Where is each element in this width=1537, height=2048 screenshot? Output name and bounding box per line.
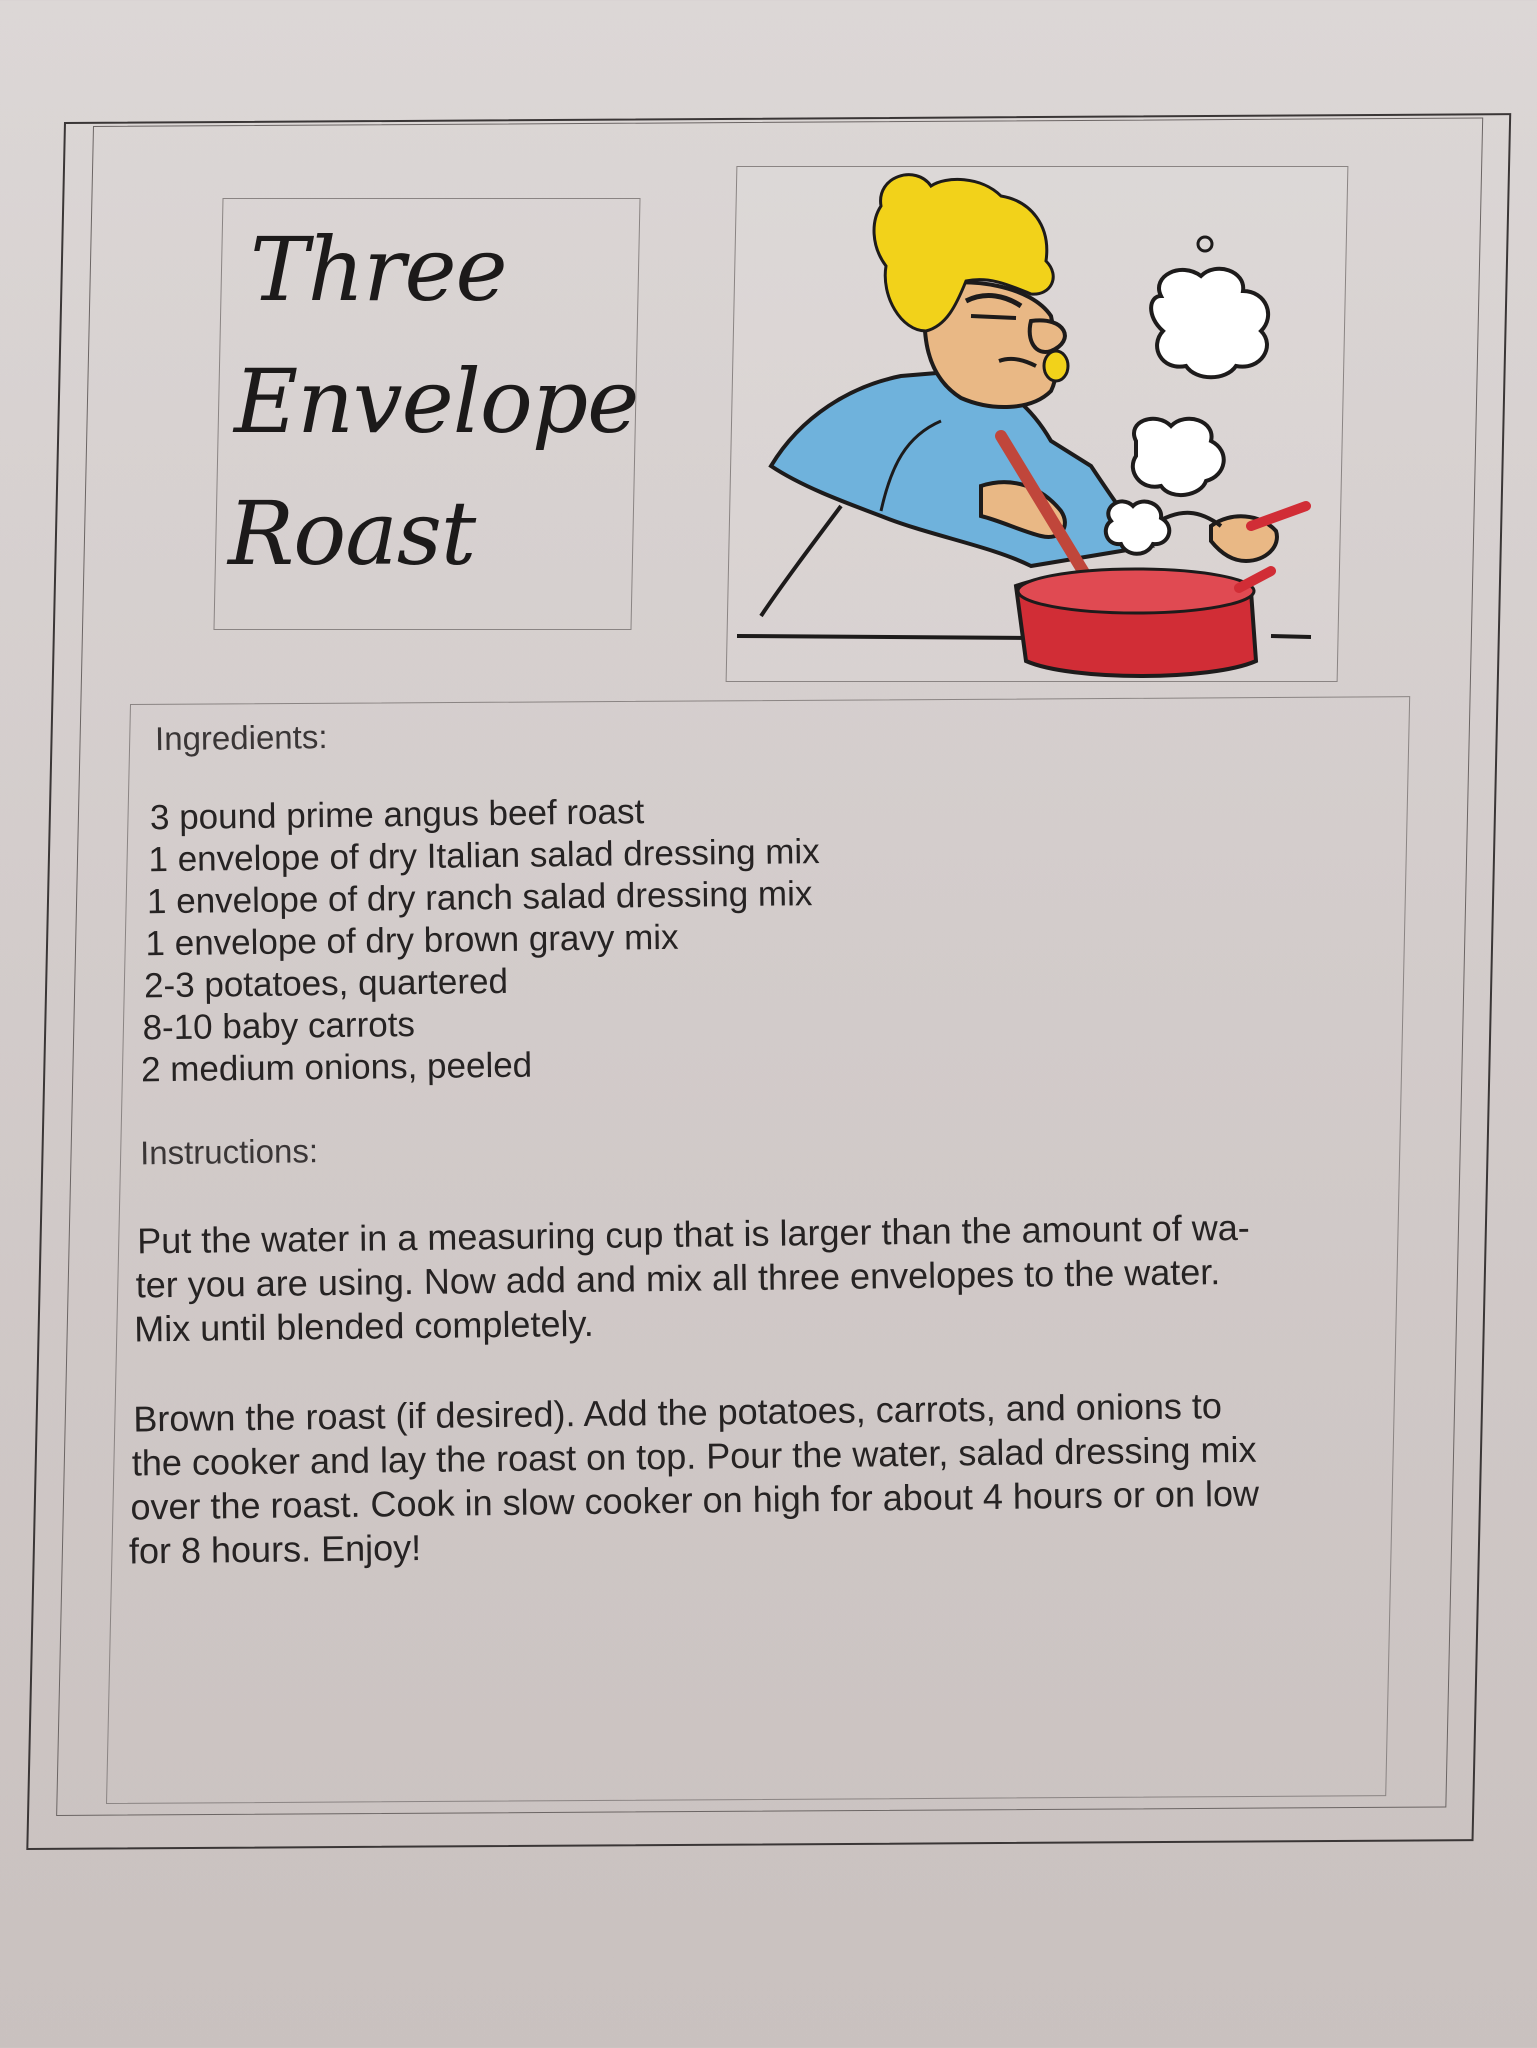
instruction-line: for 8 hours. Enjoy! <box>128 1526 422 1572</box>
ingredient-item: 3 pound prime angus beef roast <box>149 792 645 838</box>
ingredient-item: 2 medium onions, peeled <box>140 1045 533 1090</box>
ingredient-item: 1 envelope of dry Italian salad dressing mix <box>148 832 820 880</box>
instruction-line: Brown the roast (if desired). Add the potatoes, carrots, and onions to <box>133 1385 1223 1440</box>
instruction-line: ter you are using. Now add and mix all three envelopes to the water. <box>135 1251 1221 1306</box>
ingredient-item: 1 envelope of dry ranch salad dressing mix <box>146 874 813 922</box>
ingredient-item: 2-3 potatoes, quartered <box>143 961 509 1006</box>
instruction-line: the cooker and lay the roast on top. Pour the water, salad dressing mix <box>131 1428 1257 1484</box>
ingredient-item: 1 envelope of dry brown gravy mix <box>145 917 679 964</box>
ingredients-heading: Ingredients: <box>154 718 328 758</box>
recipe-title-line-1: Three <box>250 218 507 321</box>
instruction-line: Put the water in a measuring cup that is larger than the amount of wa- <box>136 1206 1250 1262</box>
instruction-line: over the roast. Cook in slow cooker on high for about 4 hours or on low <box>130 1472 1260 1528</box>
ingredient-item: 8-10 baby carrots <box>142 1005 416 1048</box>
recipe-title-line-3: Roast <box>228 482 476 585</box>
instruction-line: Mix until blended completely. <box>133 1302 595 1350</box>
recipe-title-line-2: Envelope <box>234 350 639 453</box>
instructions-heading: Instructions: <box>139 1132 319 1172</box>
